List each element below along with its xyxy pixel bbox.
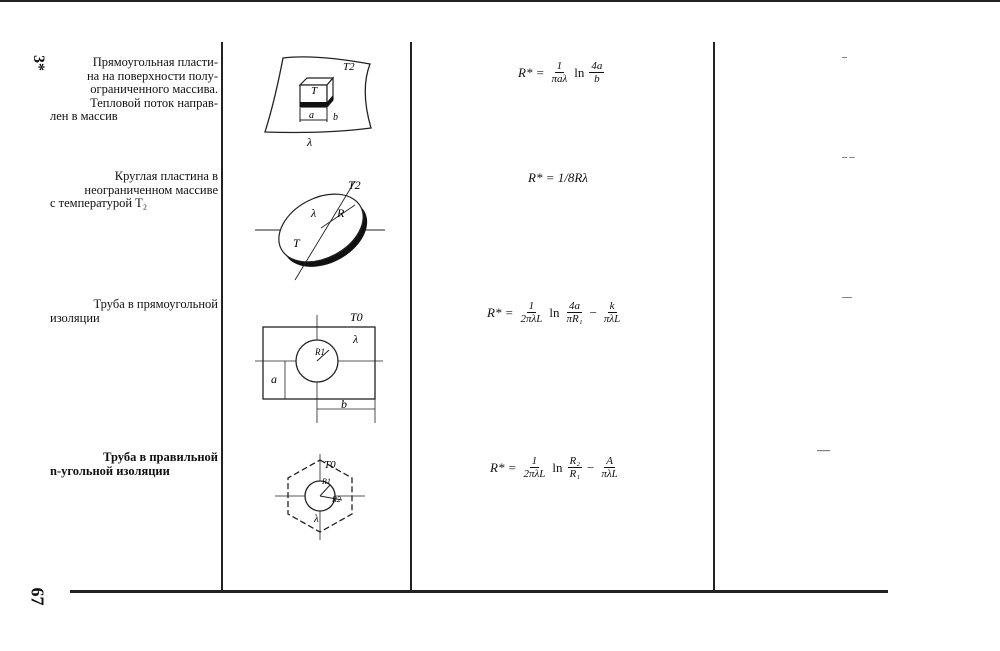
label-b: b (333, 112, 338, 123)
label-lambda: λ (314, 513, 319, 525)
desc-line: неограниченном массиве (84, 182, 218, 197)
numerator: 4a (591, 60, 603, 72)
label-t2: T2 (348, 178, 361, 192)
formula-row4 (490, 455, 622, 480)
row3-description (50, 298, 218, 325)
formula-text: R* = 1/8Rλ (528, 170, 588, 185)
desc-line: Прямоугольная пласти- (92, 55, 218, 69)
formula-row1 (518, 60, 606, 85)
desc-line: на на поверхности полу- (86, 68, 218, 83)
label-r: R (337, 206, 345, 220)
desc-line: Тепловой поток направ- (90, 95, 218, 110)
figure-pipe-polygonal (270, 450, 370, 545)
row4-description (50, 451, 218, 478)
fraction (589, 60, 604, 85)
fraction (602, 300, 622, 325)
label-r1: R1 (322, 477, 331, 486)
label-a: a (271, 372, 277, 386)
denominator: R₁ (569, 468, 581, 480)
desc-line: Труба в правильной (103, 450, 218, 464)
label-t0: T0 (324, 459, 336, 471)
formula-row2 (528, 170, 588, 186)
ln-operator: ln (552, 459, 563, 475)
label-b: b (341, 397, 347, 411)
fraction (518, 300, 544, 325)
desc-line: с температурой T₂ (50, 196, 148, 210)
last-col-mark-2: – – (842, 152, 855, 163)
label-lambda: λ (353, 332, 359, 346)
numerator: k (609, 300, 615, 312)
label-t: T (293, 236, 300, 250)
denominator: πR₁ (566, 313, 583, 325)
ln-operator: ln (549, 304, 560, 320)
row2-description (50, 170, 218, 211)
desc-line: Труба в прямоугольной (93, 297, 218, 311)
denominator: πλL (603, 313, 621, 325)
formula-lhs: R* = (518, 64, 545, 80)
desc-line: Круглая пластина в (114, 169, 218, 183)
minus-operator: − (589, 304, 597, 320)
last-col-mark-4: — (817, 442, 830, 457)
section-mark: 3* (30, 55, 47, 71)
column-rule-1 (221, 42, 223, 590)
numerator: 1 (556, 60, 563, 72)
label-t0: T0 (350, 310, 363, 324)
label-r2: R2 (332, 495, 341, 504)
figure-rectangular-plate (255, 50, 380, 150)
formula-lhs: R* = (490, 459, 517, 475)
denominator: b (594, 73, 600, 85)
column-rule-3 (713, 42, 715, 590)
label-r1: R1 (315, 347, 325, 357)
ln-operator: ln (574, 64, 585, 80)
denominator: 2πλL (523, 468, 546, 480)
figure-pipe-rectangular (255, 305, 390, 430)
figure-round-plate (255, 175, 390, 285)
fraction (521, 455, 547, 480)
numerator: 1 (531, 455, 538, 467)
numerator: A (606, 455, 613, 467)
label-lambda: λ (307, 135, 313, 149)
bottom-rule (70, 590, 888, 593)
desc-line: n-угольной изоляции (50, 463, 170, 478)
last-col-mark-3: — (842, 292, 852, 303)
formula-row3 (487, 300, 624, 325)
numerator: 1 (528, 300, 535, 312)
page-number: 67 (27, 587, 48, 606)
label-t2: T2 (343, 61, 355, 73)
fraction (549, 60, 569, 85)
desc-line: ограниченного массива. (90, 82, 218, 96)
denominator: 2πλL (520, 313, 543, 325)
last-col-mark-1: – (842, 52, 847, 63)
denominator: πaλ (551, 73, 568, 85)
formula-lhs: R* = (487, 304, 514, 320)
fraction (565, 300, 585, 325)
label-a: a (309, 110, 314, 121)
fraction (568, 455, 583, 480)
denominator: πλL (601, 468, 618, 480)
desc-line: изоляции (50, 310, 100, 325)
minus-operator: − (587, 459, 595, 475)
fraction (599, 455, 619, 480)
row1-description (50, 56, 218, 124)
numerator: R₂ (569, 455, 581, 467)
label-lambda: λ (311, 206, 317, 220)
desc-line: лен в массив (50, 109, 118, 123)
label-t: T (311, 85, 318, 97)
column-rule-2 (410, 42, 412, 590)
numerator: 4a (569, 300, 581, 312)
top-border (0, 0, 1000, 2)
